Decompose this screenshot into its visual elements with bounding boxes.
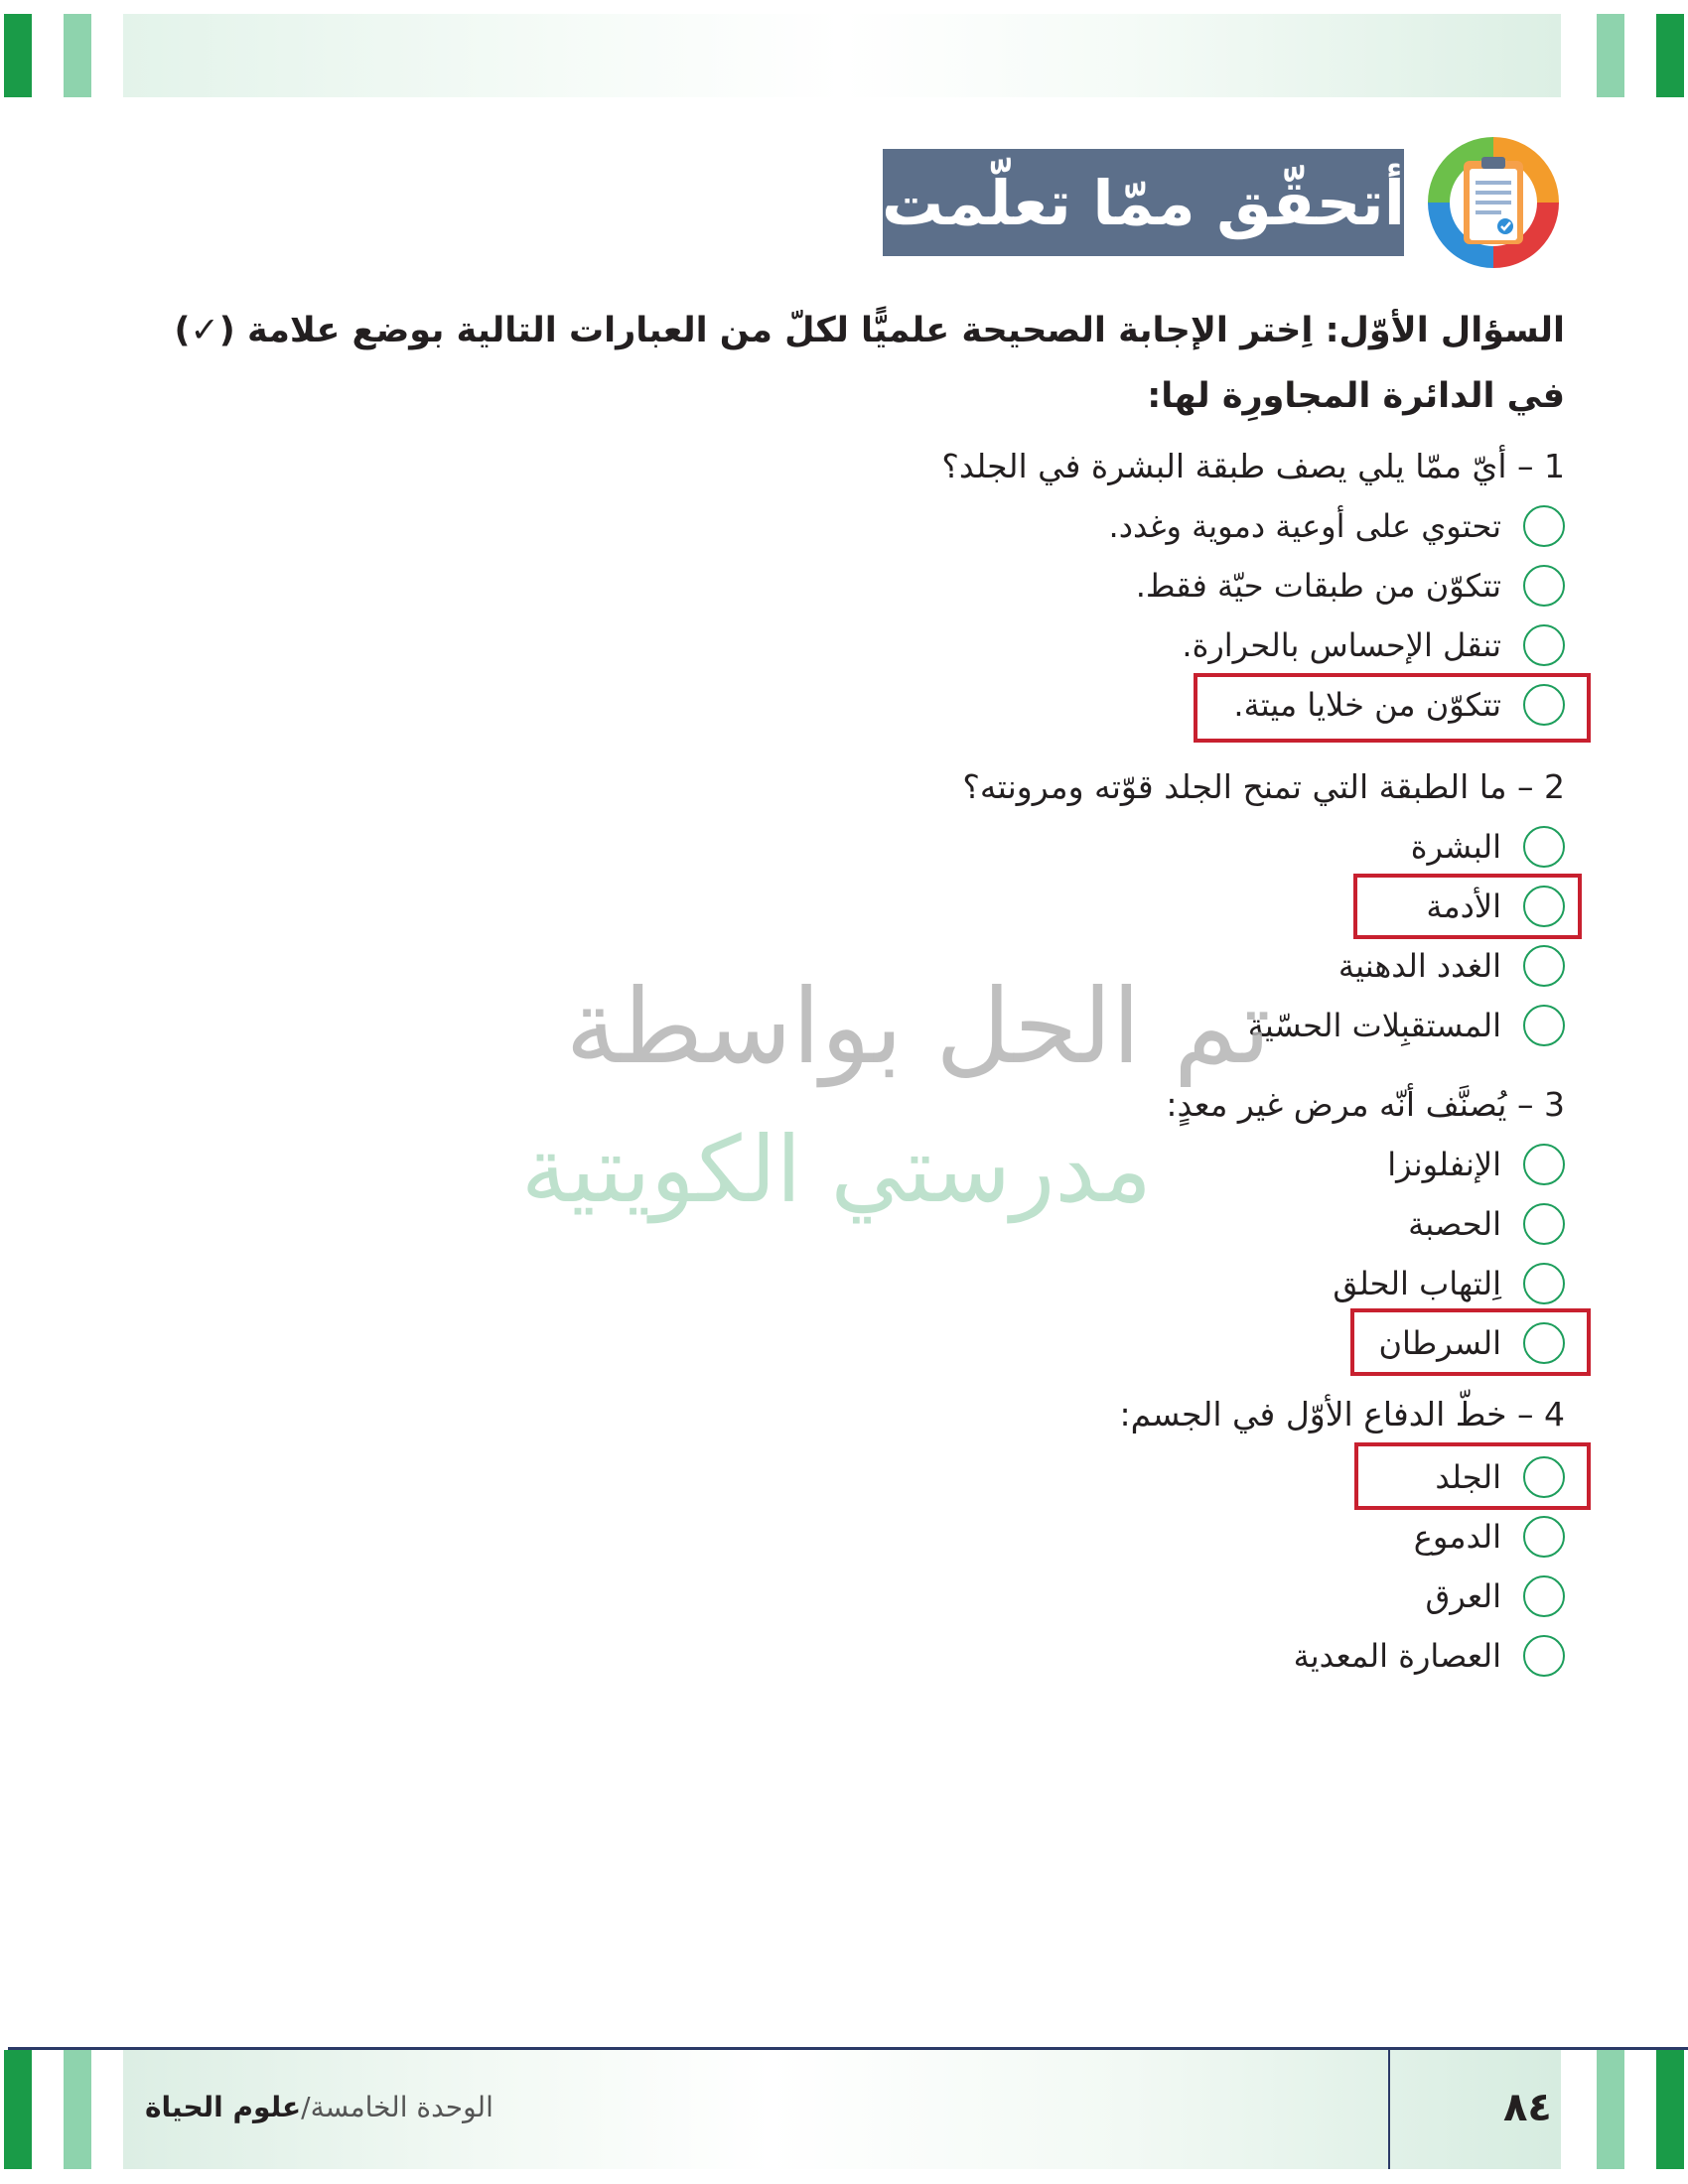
option-label: الأدمة xyxy=(1426,887,1501,925)
option-label: تحتوي على أوعية دموية وغدد. xyxy=(1108,507,1501,545)
answer-circle[interactable] xyxy=(1523,1635,1565,1677)
section-title-box xyxy=(883,149,1404,256)
watermark xyxy=(467,933,1281,1261)
answer-circle[interactable] xyxy=(1523,945,1565,987)
answer-circle[interactable] xyxy=(1523,505,1565,547)
watermark-line-2: مدرستي الكويتية xyxy=(520,1117,1152,1223)
item-dash: – xyxy=(1506,1395,1534,1433)
item-1-option-3[interactable] xyxy=(1182,620,1565,670)
item-1-number: 1 xyxy=(1544,447,1565,485)
item-4-answer-highlight xyxy=(1354,1442,1591,1510)
option-label: البشرة xyxy=(1410,828,1501,866)
top-stripe-light-right xyxy=(1597,14,1624,97)
page-number: ٨٤ xyxy=(1503,2085,1552,2130)
answer-circle[interactable] xyxy=(1523,1575,1565,1617)
item-4-number: 4 xyxy=(1544,1395,1565,1433)
item-4-prompt-line xyxy=(1120,1390,1565,1439)
top-stripe-dark-right xyxy=(1656,14,1684,97)
watermark-line-1: تم الحل بواسطة xyxy=(565,966,1271,1087)
top-stripe-dark-left xyxy=(4,14,32,97)
item-dash: – xyxy=(1506,767,1534,806)
option-label: العصارة المعدية xyxy=(1293,1637,1501,1675)
item-1-answer-highlight xyxy=(1194,673,1591,743)
item-3-prompt-line xyxy=(1166,1080,1565,1130)
answer-circle[interactable] xyxy=(1523,1203,1565,1245)
item-3-number: 3 xyxy=(1544,1085,1565,1124)
item-4-prompt: خطّ الدفاع الأوّل في الجسم: xyxy=(1119,1395,1507,1433)
footer-stripe-dark-right xyxy=(1656,2050,1684,2169)
item-3-answer-highlight xyxy=(1350,1308,1591,1376)
item-2-number: 2 xyxy=(1544,767,1565,806)
item-2-prompt: ما الطبقة التي تمنح الجلد قوّته ومرونته؟ xyxy=(962,767,1507,806)
item-4-option-3[interactable] xyxy=(1425,1571,1565,1621)
item-3-option-2[interactable] xyxy=(1408,1199,1565,1249)
option-label: الحصبة xyxy=(1408,1205,1501,1243)
item-2-option-4[interactable] xyxy=(1248,1001,1565,1050)
item-4-option-4[interactable] xyxy=(1294,1631,1565,1681)
question-text: اِختر الإجابة الصحيحة علميًّا لكلّ من العبارات التالية بوضع علامة (✓) في الدائرة المجاورِة لها: xyxy=(174,311,1565,416)
footer-subject: علوم الحياة xyxy=(145,2091,302,2123)
question-lead: السؤال الأوّل: xyxy=(1325,311,1565,350)
item-dash: – xyxy=(1506,1085,1534,1124)
question-instructions xyxy=(125,298,1565,429)
item-2-answer-highlight xyxy=(1353,874,1582,939)
item-dash: – xyxy=(1506,447,1534,485)
item-2-option-1[interactable] xyxy=(1411,822,1565,872)
footer-divider xyxy=(1388,2050,1390,2169)
top-stripe-light-left xyxy=(64,14,91,97)
footer-unit: الوحدة الخامسة/ xyxy=(301,2091,493,2123)
footer-stripe-dark-left xyxy=(4,2050,32,2169)
answer-circle[interactable] xyxy=(1523,826,1565,868)
answer-circle[interactable] xyxy=(1523,1005,1565,1046)
option-label: تنقل الإحساس بالحرارة. xyxy=(1182,626,1501,664)
section-title: أتحقّق ممّا تعلّمت xyxy=(882,166,1405,239)
option-label: الجلد xyxy=(1435,1458,1501,1496)
item-3-prompt: يُصنَّف أنّه مرض غير معدٍ: xyxy=(1166,1085,1507,1124)
option-label: الدموع xyxy=(1413,1518,1501,1556)
item-2-option-3[interactable] xyxy=(1338,941,1565,991)
answer-circle[interactable] xyxy=(1523,1144,1565,1185)
item-3-option-3[interactable] xyxy=(1333,1259,1565,1308)
top-header-band xyxy=(123,14,1561,97)
answer-circle[interactable] xyxy=(1523,624,1565,666)
answer-circle[interactable] xyxy=(1523,1516,1565,1558)
option-label: السرطان xyxy=(1378,1324,1501,1362)
item-4-option-2[interactable] xyxy=(1414,1512,1565,1562)
option-label: العرق xyxy=(1425,1577,1501,1615)
item-2-prompt-line xyxy=(962,762,1565,812)
footer-stripe-light-right xyxy=(1597,2050,1624,2169)
footer-unit-title xyxy=(145,2091,493,2123)
option-label: تتكوّن من طبقات حيّة فقط. xyxy=(1135,567,1501,605)
answer-circle[interactable] xyxy=(1523,565,1565,607)
footer-stripe-light-left xyxy=(64,2050,91,2169)
option-label: اِلتهاب الحلق xyxy=(1333,1265,1501,1302)
option-label: المستقبِلات الحسّية xyxy=(1247,1007,1501,1044)
answer-circle[interactable] xyxy=(1523,1263,1565,1304)
item-1-prompt: أيّ ممّا يلي يصف طبقة البشرة في الجلد؟ xyxy=(941,447,1507,485)
item-1-prompt-line xyxy=(941,442,1565,491)
option-label: الإنفلونزا xyxy=(1387,1146,1501,1183)
clipboard-checklist-icon xyxy=(1422,131,1565,274)
item-1-option-2[interactable] xyxy=(1136,561,1565,611)
option-label: الغدد الدهنية xyxy=(1337,947,1501,985)
item-3-option-1[interactable] xyxy=(1387,1140,1565,1189)
option-label: تتكوّن من خلايا ميتة. xyxy=(1233,686,1501,724)
item-1-option-1[interactable] xyxy=(1109,501,1565,551)
